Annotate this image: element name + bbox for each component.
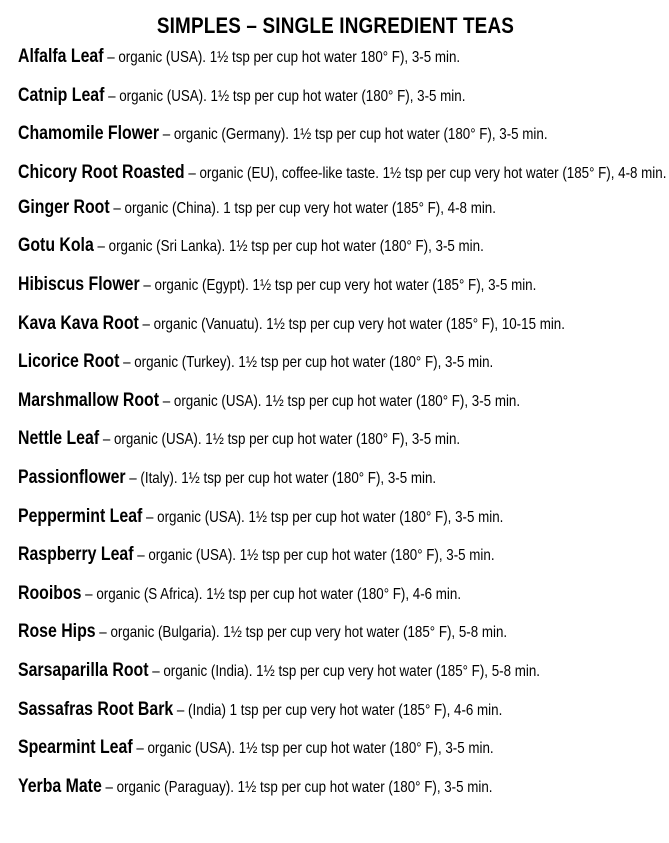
list-item — [18, 390, 663, 412]
tea-description: – organic (USA). 1½ tsp per cup hot water (180° F), 3-5 min. — [132, 740, 494, 758]
tea-description: – (Italy). 1½ tsp per cup hot water (180° F), 3-5 min. — [125, 469, 437, 487]
tea-name: Sarsaparilla Root — [18, 659, 149, 681]
tea-name: Nettle Leaf — [18, 428, 100, 450]
tea-description: – organic (Egypt). 1½ tsp per cup very hot water (185° F), 3-5 min. — [139, 276, 537, 294]
list-item — [18, 46, 663, 68]
tea-name: Ginger Root — [18, 196, 110, 218]
tea-description: – organic (USA). 1½ tsp per cup hot water (180° F), 3-5 min. — [142, 508, 504, 526]
tea-name: Spearmint Leaf — [18, 737, 133, 759]
tea-name: Alfalfa Leaf — [18, 46, 104, 67]
tea-name: Sassafras Root Bark — [18, 698, 174, 720]
tea-name: Marshmallow Root — [18, 389, 160, 411]
list-item — [18, 161, 667, 184]
page-title: SIMPLES – SINGLE INGREDIENT TEAS — [156, 13, 515, 38]
tea-description: – organic (China). 1 tsp per cup very hot water (185° F), 4-8 min. — [109, 199, 496, 217]
tea-description: – organic (India). 1½ tsp per cup very hot water (185° F), 5-8 min. — [148, 662, 540, 680]
tea-description: – organic (Bulgaria). 1½ tsp per cup very hot water (185° F), 5-8 min. — [95, 624, 508, 642]
tea-description: – organic (Germany). 1½ tsp per cup hot water (180° F), 3-5 min. — [159, 126, 548, 144]
list-item — [18, 506, 663, 528]
list-item — [18, 313, 663, 335]
tea-description: – organic (Sri Lanka). 1½ tsp per cup hot water (180° F), 3-5 min. — [93, 238, 484, 256]
list-item — [18, 544, 663, 566]
list-item — [18, 737, 663, 759]
tea-description: – organic (S Africa). 1½ tsp per cup hot water (180° F), 4-6 min. — [81, 585, 462, 603]
tea-description: – organic (USA). 1½ tsp per cup hot water (180° F), 3-5 min. — [133, 547, 495, 565]
list-item — [18, 467, 663, 489]
tea-name: Yerba Mate — [18, 775, 102, 797]
tea-name: Chicory Root Roasted — [18, 161, 185, 183]
tea-name: Catnip Leaf — [18, 84, 105, 106]
tea-description: – organic (EU), coffee-like taste. 1½ tsp per cup very hot water (185° F), 4-8 min. — [184, 164, 667, 182]
list-item — [18, 85, 663, 107]
list-item — [18, 428, 663, 450]
tea-name: Chamomile Flower — [18, 123, 160, 145]
tea-description: – organic (Vanuatu). 1½ tsp per cup very hot water (185° F), 10-15 min. — [138, 315, 565, 333]
tea-name: Passionflower — [18, 466, 126, 488]
list-item — [18, 699, 663, 721]
tea-list — [18, 46, 667, 798]
list-item — [18, 235, 663, 257]
tea-description: – organic (USA). 1½ tsp per cup hot water (180° F), 3-5 min. — [99, 431, 461, 449]
list-item — [18, 123, 663, 145]
tea-description: – organic (USA). 1½ tsp per cup hot water (180° F), 3-5 min. — [159, 392, 521, 410]
tea-name: Rose Hips — [18, 621, 96, 643]
tea-name: Raspberry Leaf — [18, 544, 134, 566]
tea-name: Kava Kava Root — [18, 312, 139, 334]
list-item — [18, 660, 663, 682]
tea-name: Rooibos — [18, 582, 82, 604]
tea-description: – organic (Paraguay). 1½ tsp per cup hot water (180° F), 3-5 min. — [101, 778, 493, 796]
list-item — [18, 583, 663, 605]
tea-name: Gotu Kola — [18, 235, 94, 257]
tea-description: – organic (Turkey). 1½ tsp per cup hot water (180° F), 3-5 min. — [119, 354, 494, 372]
tea-description: – (India) 1 tsp per cup very hot water (185° F), 4-6 min. — [173, 701, 503, 719]
list-item — [18, 351, 663, 373]
tea-description: – organic (USA). 1½ tsp per cup hot water 180° F), 3-5 min. — [103, 49, 461, 66]
tea-name: Peppermint Leaf — [18, 505, 143, 527]
list-item — [18, 776, 663, 798]
list-item — [18, 621, 663, 643]
tea-name: Licorice Root — [18, 351, 120, 373]
list-item — [18, 197, 663, 219]
list-item — [18, 274, 663, 296]
tea-name: Hibiscus Flower — [18, 273, 140, 295]
tea-description: – organic (USA). 1½ tsp per cup hot water (180° F), 3-5 min. — [104, 87, 466, 105]
